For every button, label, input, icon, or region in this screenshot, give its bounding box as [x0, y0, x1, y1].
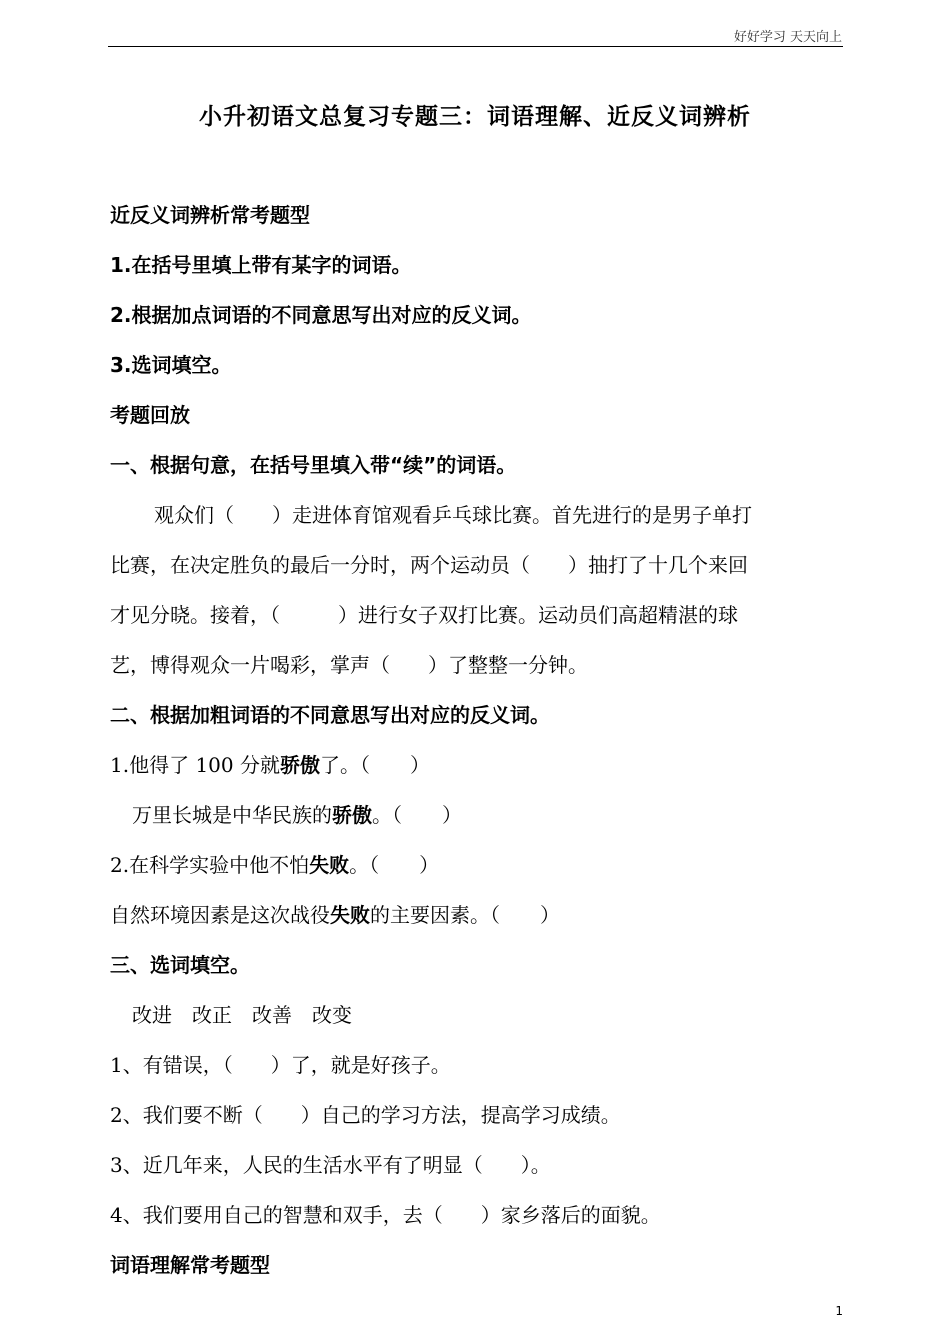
question-type-item: 3.选词填空。: [110, 353, 232, 377]
text: 2、我们要不断（: [110, 1103, 263, 1127]
text: 才见分晓。接着，（: [110, 603, 280, 627]
section-heading-word-understanding: 词语理解常考题型: [110, 1253, 270, 1277]
page-number: 1: [835, 1304, 843, 1318]
question-2-heading: 二、根据加粗词语的不同意思写出对应的反义词。: [110, 703, 550, 727]
text: 1、有错误，（: [110, 1053, 233, 1077]
bold-word: 骄傲: [279, 753, 320, 777]
question-3-line: [110, 1046, 845, 1096]
text: ）自己的学习方法，提高学习成绩。: [300, 1103, 621, 1127]
word-options: 改进 改正 改善 改变: [132, 1003, 352, 1027]
text: ）: [540, 903, 560, 927]
question-3-heading: 三、选词填空。: [110, 953, 250, 977]
text: 。（: [349, 853, 380, 877]
text: 2.在科学实验中他不怕: [110, 853, 310, 877]
bold-word: 骄傲: [332, 803, 372, 827]
page-title: 小升初语文总复习专题三：词语理解、近反义词辨析: [199, 104, 751, 130]
text: 艺，博得观众一片喝彩，掌声（: [110, 653, 390, 677]
question-2-line: [110, 746, 845, 796]
text: 观众们（: [154, 503, 234, 527]
bold-word: 失败: [330, 903, 370, 927]
text: 自然环境因素是这次战役: [110, 903, 330, 927]
text: ）走进体育馆观看乒乓球比赛。首先进行的是男子单打: [272, 503, 752, 527]
text: ）。: [520, 1153, 551, 1177]
question-type-item: 2.根据加点词语的不同意思写出对应的反义词。: [110, 303, 532, 327]
text: ）家乡落后的面貌。: [480, 1203, 661, 1227]
text: ）: [409, 753, 430, 777]
text: ）进行女子双打比赛。运动员们高超精湛的球: [338, 603, 738, 627]
text: 比赛，在决定胜负的最后一分时，两个运动员（: [110, 553, 530, 577]
text: 的主要因素。（: [370, 903, 500, 927]
question-type-item: 1.在括号里填上带有某字的词语。: [110, 253, 412, 277]
header-slogan: 好好学习 天天向上: [733, 30, 842, 45]
text: 了。（: [319, 753, 370, 777]
text: 4、我们要用自己的智慧和双手，去（: [110, 1203, 443, 1227]
section-heading-synonyms: 近反义词辨析常考题型: [110, 203, 310, 227]
text: ）: [442, 803, 462, 827]
bold-word: 失败: [309, 853, 350, 877]
text: ）: [419, 853, 440, 877]
question-3-line: [110, 1196, 845, 1246]
question-2-line: [110, 796, 845, 846]
text: 万里长城是中华民族的: [132, 803, 332, 827]
question-1-paragraph-line: [110, 546, 845, 596]
text: ）了整整一分钟。: [428, 653, 588, 677]
question-1-heading: 一、根据句意，在括号里填入带“续”的词语。: [110, 453, 517, 477]
question-1-paragraph-line: [110, 596, 845, 646]
header-divider: [108, 46, 843, 47]
text: 。（: [372, 803, 402, 827]
question-2-line: [110, 846, 845, 896]
text: 1.他得了 100 分就: [110, 753, 280, 777]
question-1-paragraph-line: [110, 646, 845, 696]
document-body: [110, 196, 845, 1296]
question-2-line: [110, 896, 845, 946]
text: ）抽打了十几个来回: [568, 553, 748, 577]
question-1-paragraph-line: [110, 496, 845, 546]
text: ）了，就是好孩子。: [270, 1053, 451, 1077]
question-3-line: [110, 1096, 845, 1146]
review-heading: 考题回放: [110, 403, 190, 427]
question-3-line: [110, 1146, 845, 1196]
text: 3、近几年来，人民的生活水平有了明显（: [110, 1153, 483, 1177]
